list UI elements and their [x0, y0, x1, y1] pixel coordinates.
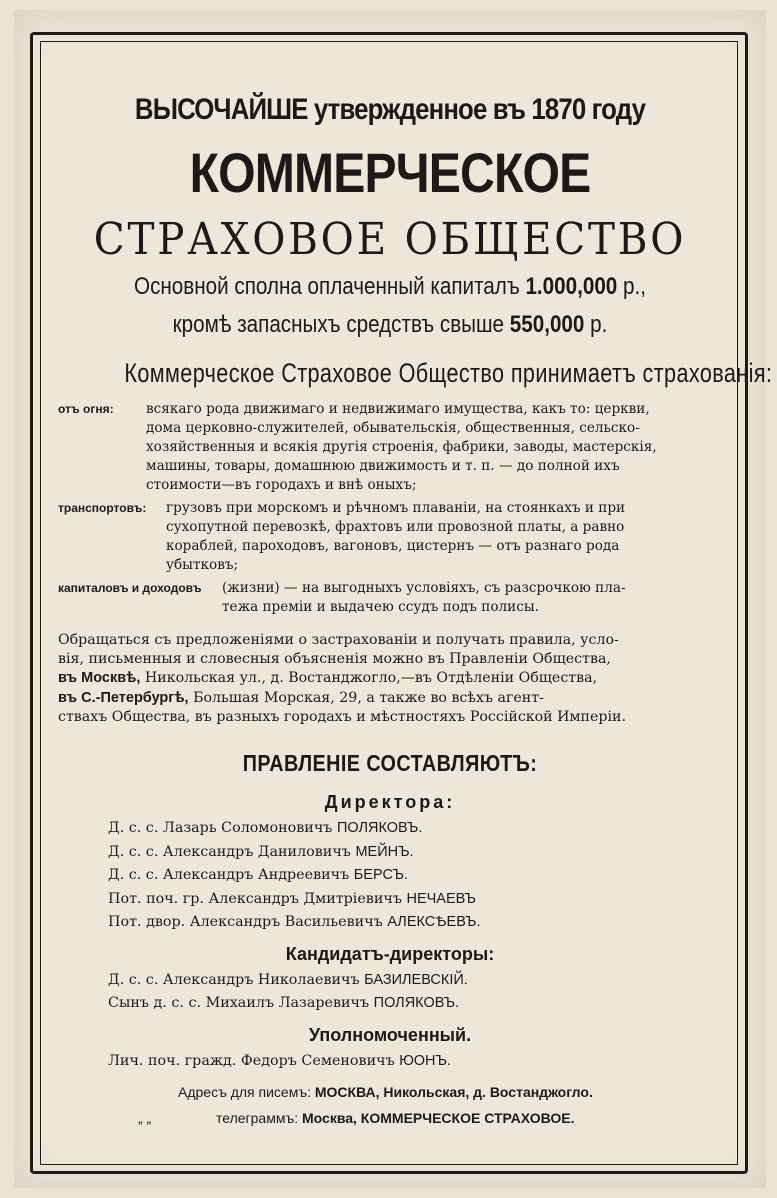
insurance-line: кораблей, пароходовъ, вагоновъ, цистернъ — отъ разнаго рода: [166, 538, 620, 554]
director-surname: АЛЕКСѢЕВЪ.: [387, 914, 481, 931]
moscow-label: въ Москвѣ,: [58, 670, 141, 687]
insurance-line: машины, товары, домашнюю движимость и т. п. — до полной ихъ: [146, 458, 620, 474]
candidate-title-name: Сынъ д. с. с. Михаилъ Лазаревичъ: [108, 995, 374, 1012]
insurance-line: грузовъ при морскомъ и рѣчномъ плаваніи, на стоянкахъ и при: [166, 500, 626, 516]
insurance-line: всякаго рода движимаго и недвижимаго имущества, какъ то: церкви,: [146, 401, 650, 417]
director-surname: БЕРСЪ.: [353, 867, 408, 884]
insurance-line: сухопутной перевозкѣ, фрахтовъ или провозной платы, а равно: [166, 519, 625, 535]
moscow-address: Никольская ул., д. Востанджогло,—въ Отдѣленіи Общества,: [140, 670, 598, 687]
insurance-line: дома церковно-служителей, обывательскія, общественныя, сельско-: [146, 420, 640, 436]
capital-unit-1: р.,: [617, 273, 646, 300]
candidate-title-name: Д. с. с. Александръ Николаевичъ: [108, 971, 365, 988]
insurance-body: [222, 579, 626, 617]
director-title-name: Д. с. с. Александръ Даниловичъ: [108, 843, 356, 860]
capital-amount-1: 1.000,000: [525, 273, 618, 300]
director-entry: [58, 888, 722, 912]
insurance-body: [166, 499, 625, 575]
director-entry: [58, 817, 722, 841]
director-title-name: Д. с. с. Лазарь Соломоновичъ: [108, 820, 337, 837]
contact-line-moscow: [58, 669, 722, 688]
director-entry: [58, 841, 722, 865]
candidate-surname: БАЗИЛЕВСКІЙ.: [364, 971, 468, 988]
director-surname: НЕЧАЕВЪ: [406, 890, 476, 907]
accepts-heading: Коммерческое Страховое Общество принимаетъ страхованія:: [124, 358, 773, 388]
approval-line: ВЫСОЧАЙШЕ утвержденное въ 1870 году: [134, 93, 646, 126]
insurance-line: тежа преміи и выдачею ссудъ подъ полисы.: [222, 599, 539, 615]
insurance-term: отъ огня:: [58, 402, 114, 416]
authorized-title-name: Лич. поч. гражд. Федоръ Семеновичъ: [108, 1052, 400, 1069]
candidates-list: [58, 969, 722, 1016]
document-content: [58, 86, 773, 1131]
capital-text-1: Основной сполна оплаченный капиталъ: [134, 273, 526, 300]
director-surname: ПОЛЯКОВЪ.: [336, 820, 423, 837]
director-entry: [58, 864, 722, 888]
capital-unit-2: р.: [584, 311, 608, 338]
company-title: КОММЕРЧЕСКОЕ: [189, 141, 591, 204]
letters-address: [178, 1079, 722, 1105]
letters-value: МОСКВА, Никольская, д. Востанджогло.: [314, 1084, 593, 1101]
insurance-line: убытковъ;: [166, 557, 239, 573]
director-entry: [58, 911, 722, 935]
contact-line: ствахъ Общества, въ разныхъ городахъ и мѣстностяхъ Россійской Имперіи.: [58, 708, 626, 725]
board-heading: ПРАВЛЕНІЕ СОСТАВЛЯЮТЪ:: [242, 750, 538, 777]
telegrams-address: [138, 1105, 722, 1131]
authorized-heading: Уполномоченный.: [308, 1024, 472, 1045]
director-title-name: Пот. поч. гр. Александръ Дмитріевичъ: [108, 890, 407, 907]
capital-line-1: [104, 268, 675, 306]
insurance-line: стоимости—въ городахъ и внѣ оныхъ;: [146, 477, 417, 493]
insurance-transport: [58, 499, 722, 575]
contact-paragraph: [58, 631, 722, 727]
insurance-term: капиталовъ и доходовъ: [58, 581, 202, 595]
authorized-list: [58, 1050, 722, 1074]
capital-line-2: [104, 306, 675, 344]
insurance-body: [146, 400, 657, 495]
director-title-name: Пот. двор. Александръ Васильевичъ: [108, 914, 388, 931]
insurance-fire: [58, 400, 722, 495]
telegrams-value: Москва, КОММЕРЧЕСКОЕ СТРАХОВОЕ.: [302, 1110, 575, 1127]
letters-label: Адресъ для писемъ:: [178, 1084, 315, 1101]
insurance-life: [58, 579, 722, 617]
candidates-heading: Кандидатъ-директоры:: [285, 943, 495, 964]
director-surname: МЕЙНЪ.: [355, 843, 414, 860]
ditto-marks: „ „: [138, 1110, 152, 1127]
insurance-term: транспортовъ:: [58, 501, 147, 515]
directors-list: [58, 817, 722, 935]
company-subtitle: СТРАХОВОЕ ОБЩЕСТВО: [93, 214, 687, 265]
candidate-surname: ПОЛЯКОВЪ.: [373, 995, 460, 1012]
insurance-line: (жизни) — на выгодныхъ условіяхъ, съ разсрочкою пла-: [222, 580, 626, 596]
insurance-line: хозяйственныя и всякія другія строенія, фабрики, заводы, мастерскія,: [146, 439, 657, 455]
candidate-entry: [58, 992, 722, 1016]
telegrams-label: телеграммъ:: [216, 1110, 302, 1127]
authorized-entry: [58, 1050, 722, 1074]
contact-line: вія, письменныя и словесныя объясненія можно въ Правленіи Общества,: [58, 651, 611, 668]
addresses-block: [58, 1079, 722, 1131]
capital-amount-2: 550,000: [509, 311, 585, 338]
petersburg-address: Большая Морская, 29, а также во всѣхъ агент-: [188, 689, 544, 706]
authorized-surname: ЮОНЪ.: [399, 1052, 451, 1069]
candidate-entry: [58, 969, 722, 993]
director-title-name: Д. с. с. Александръ Андреевичъ: [108, 867, 354, 884]
petersburg-label: въ С.-Петербургѣ,: [58, 689, 189, 706]
capital-text-2: кромѣ запасныхъ средствъ свыше: [172, 311, 510, 338]
document-header: [58, 86, 773, 398]
contact-line: Обращаться съ предложеніями о застрахованіи и получать правила, усло-: [58, 632, 619, 648]
directors-heading: Директора:: [324, 792, 456, 813]
contact-line-petersburg: [58, 689, 722, 708]
